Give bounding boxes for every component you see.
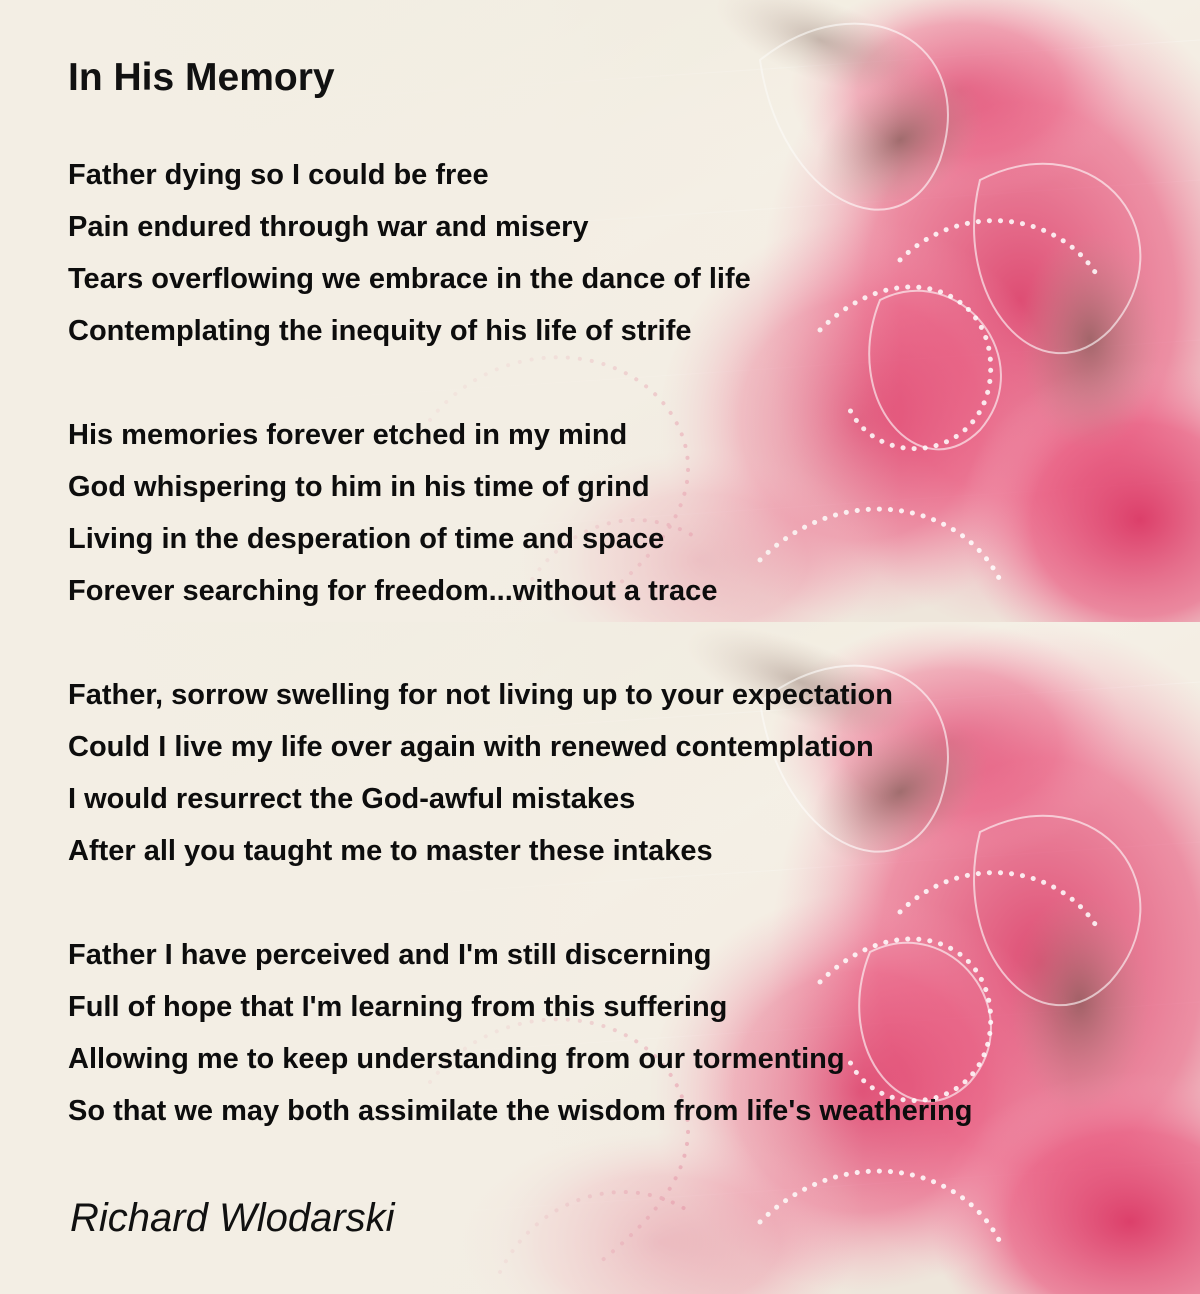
stanza-2 xyxy=(68,414,717,622)
poem-author: Richard Wlodarski xyxy=(70,1196,395,1240)
poem-line: After all you taught me to master these intakes xyxy=(68,835,713,867)
poem-line: Father dying so I could be free xyxy=(68,159,489,191)
poem-line: Pain endured through war and misery xyxy=(68,211,589,243)
poem-line: Could I live my life over again with renewed contemplation xyxy=(68,731,874,763)
stanza-1 xyxy=(68,154,751,362)
poem-line: Tears overflowing we embrace in the dance of life xyxy=(68,263,751,295)
poem-line: I would resurrect the God-awful mistakes xyxy=(68,783,636,815)
poem-title: In His Memory xyxy=(68,56,335,99)
poem-line: God whispering to him in his time of grind xyxy=(68,471,650,503)
stanza-3 xyxy=(68,674,893,882)
poem-line: Father I have perceived and I'm still discerning xyxy=(68,939,712,971)
stanza-4 xyxy=(68,934,972,1142)
poem-line: Contemplating the inequity of his life of strife xyxy=(68,315,692,347)
poem-line: Full of hope that I'm learning from this suffering xyxy=(68,991,728,1023)
poem-line: Allowing me to keep understanding from our tormenting xyxy=(68,1043,845,1075)
poem-line: His memories forever etched in my mind xyxy=(68,419,628,451)
poem-line: Living in the desperation of time and space xyxy=(68,523,665,555)
poem-line: So that we may both assimilate the wisdom from life's weathering xyxy=(68,1095,973,1127)
poem-line: Father, sorrow swelling for not living up to your expectation xyxy=(68,679,893,711)
poem-line: Forever searching for freedom...without a trace xyxy=(68,575,718,607)
